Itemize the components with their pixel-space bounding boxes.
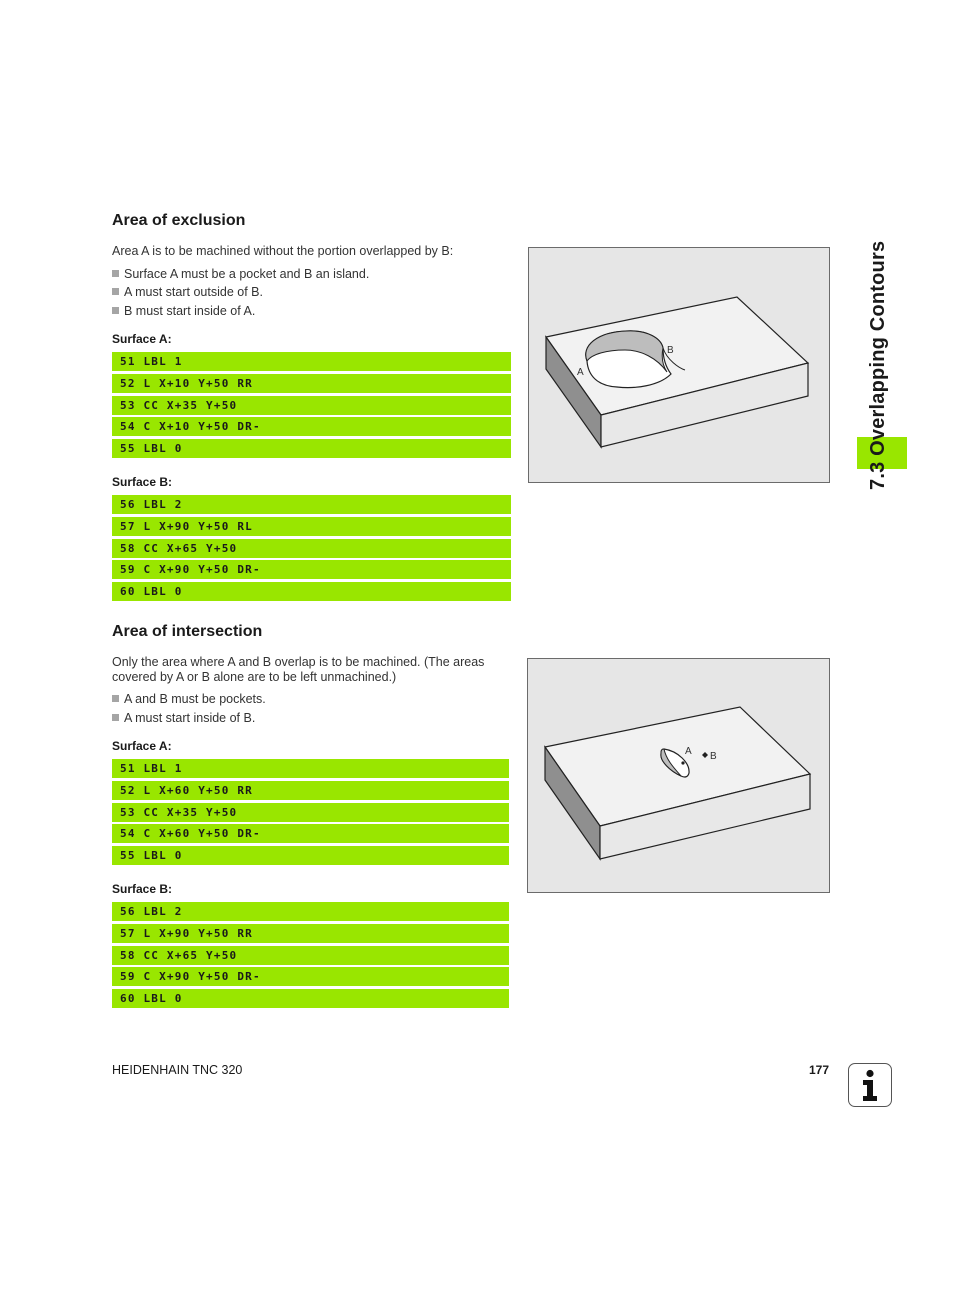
bullet-item: A must start inside of B. (112, 711, 255, 726)
surface-a-label: Surface A: (112, 739, 172, 753)
code-line: 60 LBL 0 (112, 989, 509, 1008)
figure-label-a: A (685, 746, 692, 757)
intersection-figure (527, 658, 830, 893)
code-line: 60 LBL 0 (112, 582, 511, 601)
footer-manual-name: HEIDENHAIN TNC 320 (112, 1063, 243, 1077)
figure-label-b: B (667, 345, 674, 356)
code-line: 51 LBL 1 (112, 352, 511, 371)
bullet-item: A and B must be pockets. (112, 692, 266, 707)
section-heading-intersection: Area of intersection (112, 623, 263, 640)
exclusion-figure (528, 247, 830, 483)
bullet-item: B must start inside of A. (112, 304, 255, 319)
code-line: 53 CC X+35 Y+50 (112, 396, 511, 415)
code-line: 58 CC X+65 Y+50 (112, 946, 509, 965)
code-line: 52 L X+10 Y+50 RR (112, 374, 511, 393)
section-intro-line: covered by A or B alone are to be left unmachined.) (112, 670, 397, 684)
code-line: 57 L X+90 Y+50 RR (112, 924, 509, 943)
section-heading-exclusion: Area of exclusion (112, 212, 246, 229)
code-line: 54 C X+60 Y+50 DR- (112, 824, 509, 843)
intersection-diagram (528, 659, 831, 894)
exclusion-diagram (529, 248, 831, 484)
surface-a-label: Surface A: (112, 332, 172, 346)
page-number: 177 (809, 1063, 830, 1077)
bullet-square-icon (112, 714, 119, 721)
code-line: 57 L X+90 Y+50 RL (112, 517, 511, 536)
code-line: 52 L X+60 Y+50 RR (112, 781, 509, 800)
code-line: 55 LBL 0 (112, 439, 511, 458)
code-line: 55 LBL 0 (112, 846, 509, 865)
code-line: 59 C X+90 Y+50 DR- (112, 560, 511, 579)
code-line: 56 LBL 2 (112, 902, 509, 921)
chapter-title: 7.3 Overlapping Contours (867, 240, 889, 490)
figure-label-b: B (710, 751, 717, 762)
bullet-square-icon (112, 270, 119, 277)
code-line: 59 C X+90 Y+50 DR- (112, 967, 509, 986)
surface-b-label: Surface B: (112, 475, 173, 489)
bullet-item: A must start outside of B. (112, 285, 263, 300)
code-line: 51 LBL 1 (112, 759, 509, 778)
bullet-item: Surface A must be a pocket and B an island. (112, 267, 369, 282)
code-line: 56 LBL 2 (112, 495, 511, 514)
bullet-square-icon (112, 307, 119, 314)
info-glyph (849, 1064, 890, 1105)
code-line: 54 C X+10 Y+50 DR- (112, 417, 511, 436)
code-line: 58 CC X+65 Y+50 (112, 539, 511, 558)
bullet-square-icon (112, 288, 119, 295)
code-line: 53 CC X+35 Y+50 (112, 803, 509, 822)
bullet-square-icon (112, 695, 119, 702)
section-intro-line: Only the area where A and B overlap is to be machined. (The areas (112, 655, 485, 669)
figure-label-a: A (577, 367, 584, 378)
surface-b-label: Surface B: (112, 882, 173, 896)
info-icon (848, 1063, 892, 1107)
section-intro-exclusion: Area A is to be machined without the portion overlapped by B: (112, 244, 454, 258)
